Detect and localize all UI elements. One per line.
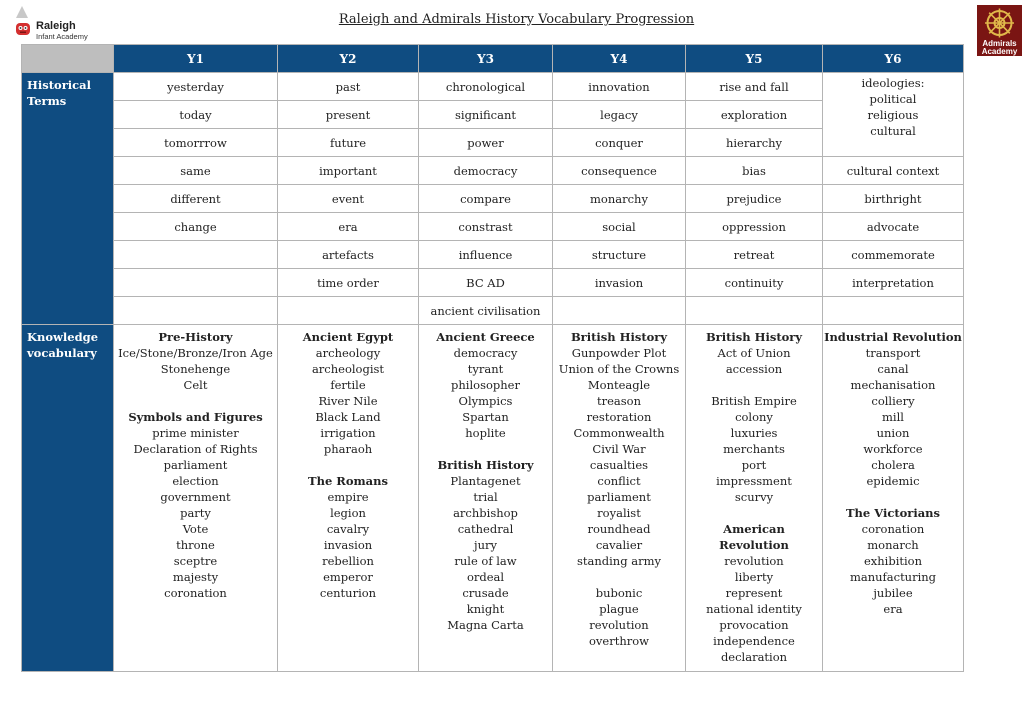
table-cell: [278, 297, 419, 325]
vocabulary-term: impressment: [716, 474, 792, 488]
table-cell: interpretation: [823, 269, 964, 297]
vocabulary-term: treason: [596, 394, 641, 408]
ship-wheel-icon: [983, 7, 1016, 39]
table-cell: influence: [419, 241, 553, 269]
vocabulary-term: represent: [725, 586, 783, 600]
section-heading: Pre-History: [158, 330, 233, 344]
vocabulary-term: irrigation: [320, 426, 376, 440]
vocabulary-term: Celt: [183, 378, 208, 392]
table-cell: [114, 241, 278, 269]
table-cell: conquer: [553, 129, 686, 157]
table-row: [22, 269, 964, 297]
right-logo-line2: Academy: [981, 47, 1018, 56]
table-cell: different: [114, 185, 278, 213]
table-cell: retreat: [686, 241, 823, 269]
table-row-knowledge: [22, 325, 964, 672]
table-row: [22, 241, 964, 269]
cell-line: religious: [867, 108, 919, 122]
cell-line: ideologies:: [861, 76, 925, 90]
vocabulary-term: archeologist: [311, 362, 385, 376]
vocabulary-term: throne: [176, 538, 215, 552]
vocabulary-term: tyrant: [467, 362, 504, 376]
knowledge-cell-y4: [553, 325, 686, 672]
vocabulary-term: workforce: [863, 442, 923, 456]
vocabulary-term: accession: [725, 362, 783, 376]
vocabulary-term: democracy: [453, 346, 518, 360]
vocabulary-term: conflict: [597, 474, 641, 488]
section-heading: Industrial Revolution: [824, 330, 962, 344]
vocabulary-term: Magna Carta: [447, 618, 524, 632]
vocabulary-term: Civil War: [592, 442, 646, 456]
vocabulary-term: Declaration of Rights: [133, 442, 258, 456]
table-corner: [22, 45, 114, 73]
cell-line: political: [869, 92, 917, 106]
section-heading: Symbols and Figures: [128, 410, 263, 424]
column-header-y6: Y6: [823, 45, 964, 73]
table-row: [22, 297, 964, 325]
vocabulary-term: Monteagle: [587, 378, 651, 392]
spacer: [420, 441, 551, 457]
table-cell: tomorrrow: [114, 129, 278, 157]
vocabulary-term: philosopher: [451, 378, 520, 392]
section-heading: The Romans: [308, 474, 388, 488]
table-cell: today: [114, 101, 278, 129]
vocabulary-term: legion: [330, 506, 366, 520]
table-cell: commemorate: [823, 241, 964, 269]
row-header-historical-terms: Historical Terms: [22, 73, 114, 325]
vocabulary-term: luxuries: [730, 426, 778, 440]
vocabulary-term: archbishop: [453, 506, 518, 520]
vocabulary-term: casualties: [589, 458, 649, 472]
table-cell: advocate: [823, 213, 964, 241]
vocabulary-term: archeology: [315, 346, 381, 360]
table-cell: legacy: [553, 101, 686, 129]
column-header-y1: Y1: [114, 45, 278, 73]
vocabulary-term: Ice/Stone/Bronze/Iron Age: [118, 346, 273, 360]
vocabulary-table: [21, 44, 964, 672]
section-heading: American Revolution: [719, 522, 789, 552]
vocabulary-term: liberty: [734, 570, 774, 584]
table-row: [22, 213, 964, 241]
vocabulary-term: Commonwealth: [573, 426, 665, 440]
vocabulary-term: transport: [865, 346, 921, 360]
admirals-logo: [977, 5, 1022, 56]
table-cell: rise and fall: [686, 73, 823, 101]
vocabulary-term: crusade: [462, 586, 509, 600]
vocabulary-term: jubilee: [873, 586, 913, 600]
table-cell: innovation: [553, 73, 686, 101]
vocabulary-term: Stonehenge: [160, 362, 231, 376]
page-title: Raleigh and Admirals History Vocabulary Progression: [338, 12, 695, 27]
spacer: [554, 569, 684, 585]
vocabulary-term: royalist: [597, 506, 641, 520]
table-cell: change: [114, 213, 278, 241]
table-row: [22, 129, 964, 157]
vocabulary-term: cholera: [871, 458, 915, 472]
vocabulary-term: Plantagenet: [450, 474, 521, 488]
column-header-y2: Y2: [278, 45, 419, 73]
vocabulary-term: epidemic: [866, 474, 920, 488]
vocabulary-term: coronation: [164, 586, 227, 600]
table-cell: ancient civilisation: [419, 297, 553, 325]
spacer: [687, 505, 821, 521]
vocabulary-term: trial: [473, 490, 498, 504]
table-cell: continuity: [686, 269, 823, 297]
vocabulary-term: national identity: [706, 602, 802, 616]
spacer: [687, 377, 821, 393]
vocabulary-term: Vote: [182, 522, 209, 536]
table-cell: cultural context: [823, 157, 964, 185]
vocabulary-term: hoplite: [465, 426, 506, 440]
table-cell: important: [278, 157, 419, 185]
vocabulary-term: independence: [713, 634, 795, 648]
table-cell: invasion: [553, 269, 686, 297]
vocabulary-term: fertile: [330, 378, 366, 392]
vocabulary-term: union: [876, 426, 910, 440]
table-cell: bias: [686, 157, 823, 185]
table-cell: social: [553, 213, 686, 241]
vocabulary-term: Spartan: [462, 410, 509, 424]
knowledge-cell-y6: [823, 325, 964, 672]
table-cell-ideologies: [823, 73, 964, 157]
vocabulary-term: parliament: [587, 490, 651, 504]
section-heading: Ancient Egypt: [302, 330, 394, 344]
vocabulary-term: jury: [474, 538, 497, 552]
table-header-row: [22, 45, 964, 73]
vocabulary-term: declaration: [720, 650, 788, 664]
vocabulary-term: overthrow: [588, 634, 649, 648]
table-row: [22, 101, 964, 129]
vocabulary-term: port: [741, 458, 767, 472]
vocabulary-term: plague: [599, 602, 639, 616]
vocabulary-term: Olympics: [458, 394, 513, 408]
vocabulary-term: cathedral: [457, 522, 514, 536]
vocabulary-term: Black Land: [315, 410, 381, 424]
section-heading: The Victorians: [845, 506, 941, 520]
vocabulary-term: majesty: [172, 570, 219, 584]
vocabulary-term: River Nile: [318, 394, 378, 408]
vocabulary-term: mill: [882, 410, 904, 424]
vocabulary-term: British Empire: [711, 394, 797, 408]
table-cell: BC AD: [419, 269, 553, 297]
table-cell: [553, 297, 686, 325]
table-cell: future: [278, 129, 419, 157]
table-cell: constrast: [419, 213, 553, 241]
vocabulary-term: cavalry: [326, 522, 370, 536]
table-cell: power: [419, 129, 553, 157]
spacer: [115, 393, 276, 409]
section-heading: British History: [437, 458, 534, 472]
knowledge-cell-y2: [278, 325, 419, 672]
table-cell: past: [278, 73, 419, 101]
table-cell: significant: [419, 101, 553, 129]
vocabulary-term: scurvy: [734, 490, 774, 504]
vocabulary-term: cavalier: [595, 538, 643, 552]
vocabulary-term: empire: [327, 490, 369, 504]
table-row: [22, 73, 964, 101]
vocabulary-term: exhibition: [863, 554, 923, 568]
spacer: [824, 489, 962, 505]
section-heading: British History: [570, 330, 668, 344]
vocabulary-term: manufacturing: [849, 570, 937, 584]
table-cell: consequence: [553, 157, 686, 185]
vocabulary-term: invasion: [323, 538, 373, 552]
section-heading: British History: [705, 330, 803, 344]
vocabulary-term: rebellion: [322, 554, 374, 568]
vocabulary-term: parliament: [163, 458, 228, 472]
section-heading: Ancient Greece: [436, 330, 535, 344]
vocabulary-term: government: [160, 490, 231, 504]
knowledge-cell-y3: [419, 325, 553, 672]
vocabulary-term: pharaoh: [323, 442, 373, 456]
vocabulary-term: prime minister: [152, 426, 239, 440]
table-cell: monarchy: [553, 185, 686, 213]
table-cell: event: [278, 185, 419, 213]
table-cell: hierarchy: [686, 129, 823, 157]
vocabulary-term: mechanisation: [850, 378, 936, 392]
cell-line: cultural: [870, 124, 916, 138]
column-header-y4: Y4: [553, 45, 686, 73]
knowledge-cell-y1: [114, 325, 278, 672]
vocabulary-term: coronation: [861, 522, 925, 536]
vocabulary-term: colliery: [871, 394, 915, 408]
vocabulary-term: colony: [735, 410, 773, 424]
vocabulary-term: revolution: [724, 554, 784, 568]
vocabulary-term: revolution: [589, 618, 649, 632]
table-cell: time order: [278, 269, 419, 297]
table-row: [22, 185, 964, 213]
left-logo-subtitle: Infant Academy: [36, 32, 88, 41]
table-cell: [823, 297, 964, 325]
table-cell: present: [278, 101, 419, 129]
vocabulary-term: knight: [466, 602, 505, 616]
table-row: [22, 157, 964, 185]
vocabulary-term: election: [172, 474, 219, 488]
vocabulary-term: canal: [877, 362, 909, 376]
spacer: [279, 457, 417, 473]
vocabulary-term: centurion: [319, 586, 377, 600]
table-cell: oppression: [686, 213, 823, 241]
left-logo-name: Raleigh: [36, 20, 76, 32]
vocabulary-term: party: [180, 506, 211, 520]
table-cell: [114, 297, 278, 325]
table-cell: exploration: [686, 101, 823, 129]
vocabulary-term: provocation: [719, 618, 789, 632]
vocabulary-term: monarch: [867, 538, 919, 552]
column-header-y3: Y3: [419, 45, 553, 73]
table-cell: artefacts: [278, 241, 419, 269]
table-cell: prejudice: [686, 185, 823, 213]
table-cell: [686, 297, 823, 325]
table-cell: structure: [553, 241, 686, 269]
vocabulary-term: emperor: [323, 570, 373, 584]
table-cell: yesterday: [114, 73, 278, 101]
vocabulary-term: bubonic: [595, 586, 643, 600]
vocabulary-term: roundhead: [587, 522, 651, 536]
vocabulary-term: restoration: [586, 410, 652, 424]
vocabulary-term: Act of Union: [717, 346, 791, 360]
table-cell: compare: [419, 185, 553, 213]
vocabulary-term: ordeal: [466, 570, 505, 584]
row-header-knowledge-vocabulary: Knowledge vocabulary: [22, 325, 114, 672]
table-cell: birthright: [823, 185, 964, 213]
vocabulary-term: era: [883, 602, 903, 616]
vocabulary-term: merchants: [723, 442, 785, 456]
vocabulary-term: sceptre: [173, 554, 218, 568]
table-cell: chronological: [419, 73, 553, 101]
table-cell: [114, 269, 278, 297]
vocabulary-term: standing army: [576, 554, 661, 568]
column-header-y5: Y5: [686, 45, 823, 73]
vocabulary-term: Union of the Crowns: [558, 362, 680, 376]
table-cell: era: [278, 213, 419, 241]
table-cell: democracy: [419, 157, 553, 185]
table-cell: same: [114, 157, 278, 185]
vocabulary-term: rule of law: [454, 554, 517, 568]
knowledge-cell-y5: [686, 325, 823, 672]
right-logo-line1: Admirals: [982, 39, 1017, 48]
vocabulary-term: Gunpowder Plot: [571, 346, 667, 360]
